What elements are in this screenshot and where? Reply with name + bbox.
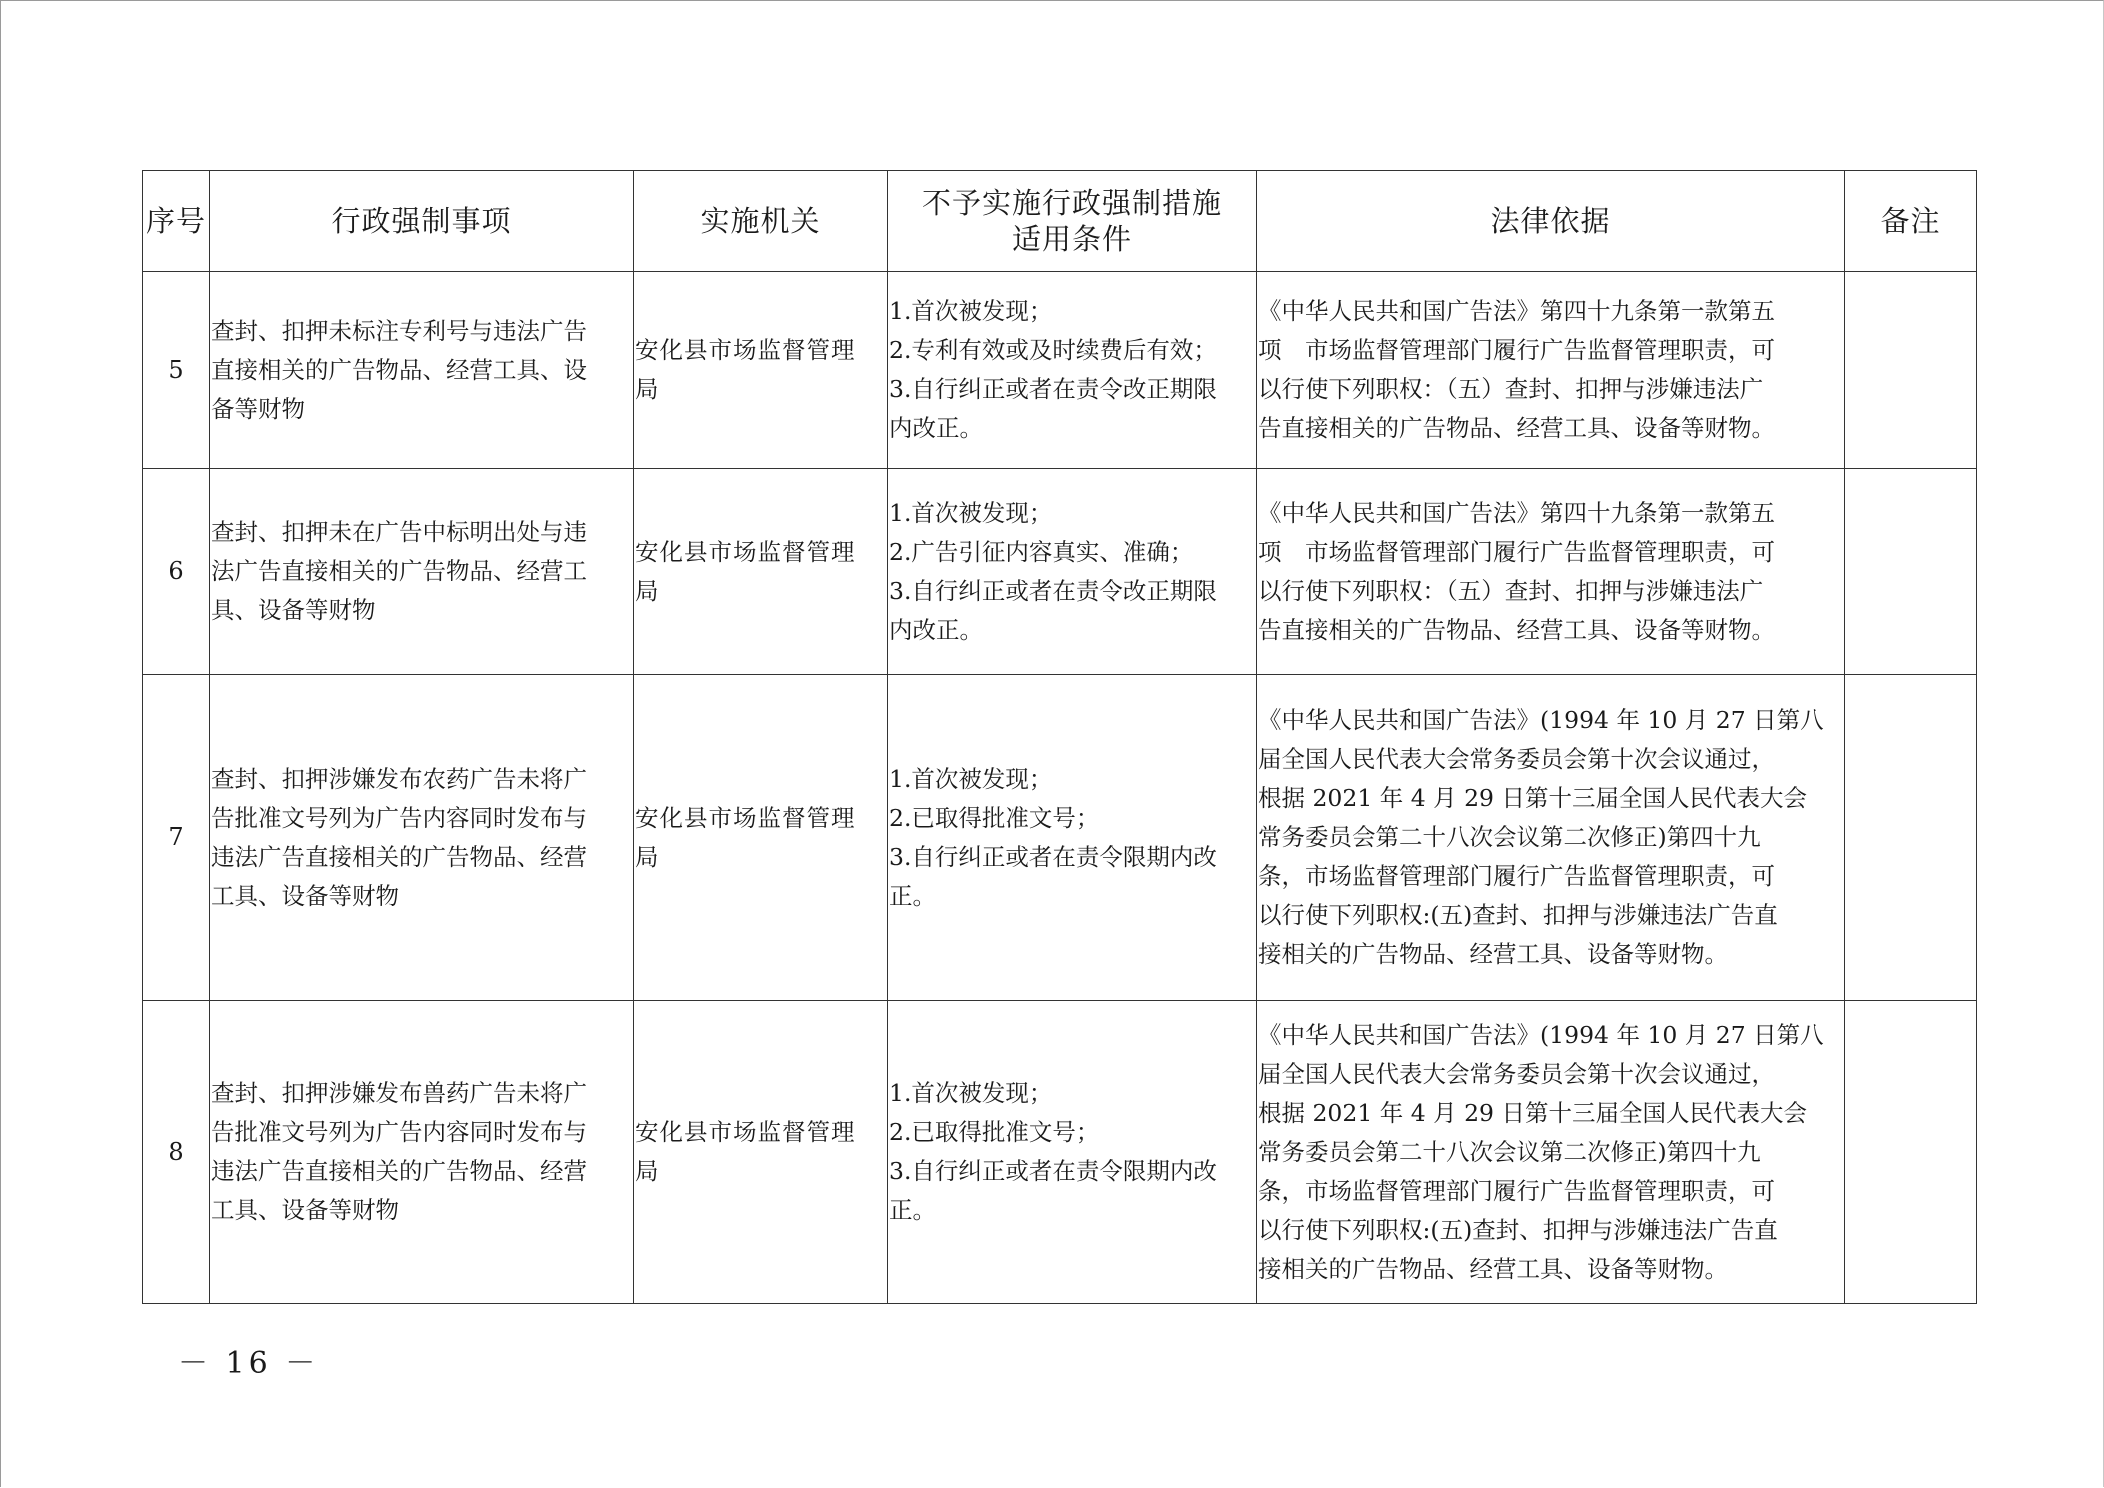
row-legal-line: 《中华人民共和国广告法》(1994 年 10 月 27 日第八 [1258,1020,1824,1049]
row-item [210,1001,634,1304]
row-legal-line: 以行使下列职权:(五)查封、扣押与涉嫌违法广告直 [1258,1215,1778,1244]
row-legal-line: 根据 2021 年 4 月 29 日第十三届全国人民代表大会 [1258,1098,1807,1127]
table-row [143,675,1977,1001]
row-agency [634,1001,888,1304]
row-conditions-line: 2.已取得批准文号； [889,803,1100,832]
row-item-line: 法广告直接相关的广告物品、经营工 [211,557,587,585]
row-legal-line: 以行使下列职权:(五)查封、扣押与涉嫌违法广告直 [1258,901,1778,929]
row-remarks [1845,469,1977,675]
row-legal-line: 条，市场监督管理部门履行广告监督管理职责，可 [1258,862,1775,890]
row-legal-line: 《中华人民共和国广告法》(1994 年 10 月 27 日第八 [1258,706,1824,734]
row-legal-line: 常务委员会第二十八次会议第二次修正)第四十九 [1258,1137,1761,1166]
row-legal-basis [1257,272,1845,469]
row-agency [634,675,888,1001]
row-conditions [888,675,1257,1001]
row-conditions-line: 1.首次被发现； [889,498,1053,527]
table-row [143,469,1977,675]
enforcement-table [142,170,1977,1304]
row-agency-line: 局 [635,1157,660,1185]
row-legal-line: 以行使下列职权：（五）查封、扣押与涉嫌违法广 [1258,576,1764,605]
row-legal-line: 告直接相关的广告物品、经营工具、设备等财物。 [1258,414,1775,442]
row-agency-line: 局 [635,842,660,871]
row-legal-basis [1257,469,1845,675]
row-conditions-line: 3.自行纠正或者在责令改正期限 [889,576,1217,605]
row-legal-line: 接相关的广告物品、经营工具、设备等财物。 [1258,940,1728,968]
row-index: 8 [143,1001,210,1304]
row-item [210,272,634,469]
row-legal-line: 条，市场监督管理部门履行广告监督管理职责，可 [1258,1176,1775,1205]
header-conditions [888,171,1257,272]
row-agency-line: 安化县市场监督管理 [635,803,856,832]
row-legal-line: 届全国人民代表大会常务委员会第十次会议通过， [1258,745,1775,773]
row-item-line: 备等财物 [211,394,305,423]
row-conditions-line: 1.首次被发现； [889,297,1053,325]
row-legal-line: 届全国人民代表大会常务委员会第十次会议通过， [1258,1059,1775,1088]
header-agency: 实施机关 [634,171,888,272]
row-remarks [1845,675,1977,1001]
row-index: 6 [143,469,210,675]
row-legal-line: 根据 2021 年 4 月 29 日第十三届全国人民代表大会 [1258,784,1807,812]
row-item-line: 查封、扣押未在广告中标明出处与违 [211,518,587,546]
row-item-line: 查封、扣押未标注专利号与违法广告 [211,316,587,345]
row-item-line: 工具、设备等财物 [211,1196,399,1224]
row-legal-line: 以行使下列职权：（五）查封、扣押与涉嫌违法广 [1258,375,1764,403]
row-legal-line: 常务委员会第二十八次会议第二次修正)第四十九 [1258,823,1761,851]
row-agency-line: 安化县市场监督管理 [635,336,856,364]
row-remarks [1845,272,1977,469]
row-legal-basis [1257,1001,1845,1304]
row-legal-line: 《中华人民共和国广告法》第四十九条第一款第五 [1258,297,1775,325]
row-agency-line: 安化县市场监督管理 [635,537,856,566]
row-item-line: 查封、扣押涉嫌发布农药广告未将广 [211,764,587,793]
row-item-line: 具、设备等财物 [211,596,376,624]
row-conditions [888,469,1257,675]
row-agency-line: 安化县市场监督管理 [635,1118,856,1146]
row-conditions-line: 2.专利有效或及时续费后有效； [889,336,1217,364]
page-number: － 16 － [178,1346,320,1381]
row-item-line: 工具、设备等财物 [211,881,399,910]
header-index: 序号 [143,171,210,272]
header-conditions-line2: 适用条件 [1011,222,1132,256]
row-agency [634,469,888,675]
row-item-line: 违法广告直接相关的广告物品、经营 [211,842,587,871]
row-item-line: 直接相关的广告物品、经营工具、设 [211,355,587,384]
row-conditions-line: 内改正。 [889,414,983,442]
row-item-line: 告批准文号列为广告内容同时发布与 [211,803,587,832]
row-legal-line: 接相关的广告物品、经营工具、设备等财物。 [1258,1254,1728,1283]
header-legal-basis: 法律依据 [1257,171,1845,272]
header-conditions-line1: 不予实施行政强制措施 [921,186,1222,220]
row-agency-line: 局 [635,375,660,403]
row-agency-line: 局 [635,576,660,605]
row-item-line: 违法广告直接相关的广告物品、经营 [211,1157,587,1185]
header-remarks: 备注 [1845,171,1977,272]
row-remarks [1845,1001,1977,1304]
row-legal-line: 《中华人民共和国广告法》第四十九条第一款第五 [1258,498,1775,527]
row-legal-basis [1257,675,1845,1001]
row-conditions-line: 正。 [889,1196,936,1224]
row-conditions-line: 1.首次被发现； [889,764,1053,793]
row-conditions-line: 3.自行纠正或者在责令限期内改 [889,842,1217,871]
row-item [210,675,634,1001]
row-index: 7 [143,675,210,1001]
row-conditions [888,272,1257,469]
row-item-line: 告批准文号列为广告内容同时发布与 [211,1118,587,1146]
row-conditions-line: 2.已取得批准文号； [889,1118,1100,1146]
row-item [210,469,634,675]
row-conditions [888,1001,1257,1304]
header-item: 行政强制事项 [210,171,634,272]
row-index: 5 [143,272,210,469]
row-agency [634,272,888,469]
table-row [143,272,1977,469]
row-conditions-line: 3.自行纠正或者在责令限期内改 [889,1157,1217,1185]
row-conditions-line: 3.自行纠正或者在责令改正期限 [889,375,1217,403]
row-item-line: 查封、扣押涉嫌发布兽药广告未将广 [211,1079,587,1107]
table-row [143,1001,1977,1304]
row-conditions-line: 正。 [889,881,936,910]
row-legal-line: 项 市场监督管理部门履行广告监督管理职责，可 [1258,336,1775,364]
table-header-row [143,171,1977,272]
row-legal-line: 告直接相关的广告物品、经营工具、设备等财物。 [1258,615,1775,644]
row-legal-line: 项 市场监督管理部门履行广告监督管理职责，可 [1258,537,1775,566]
row-conditions-line: 2.广告引征内容真实、准确； [889,537,1194,566]
row-conditions-line: 内改正。 [889,615,983,644]
row-conditions-line: 1.首次被发现； [889,1079,1053,1107]
